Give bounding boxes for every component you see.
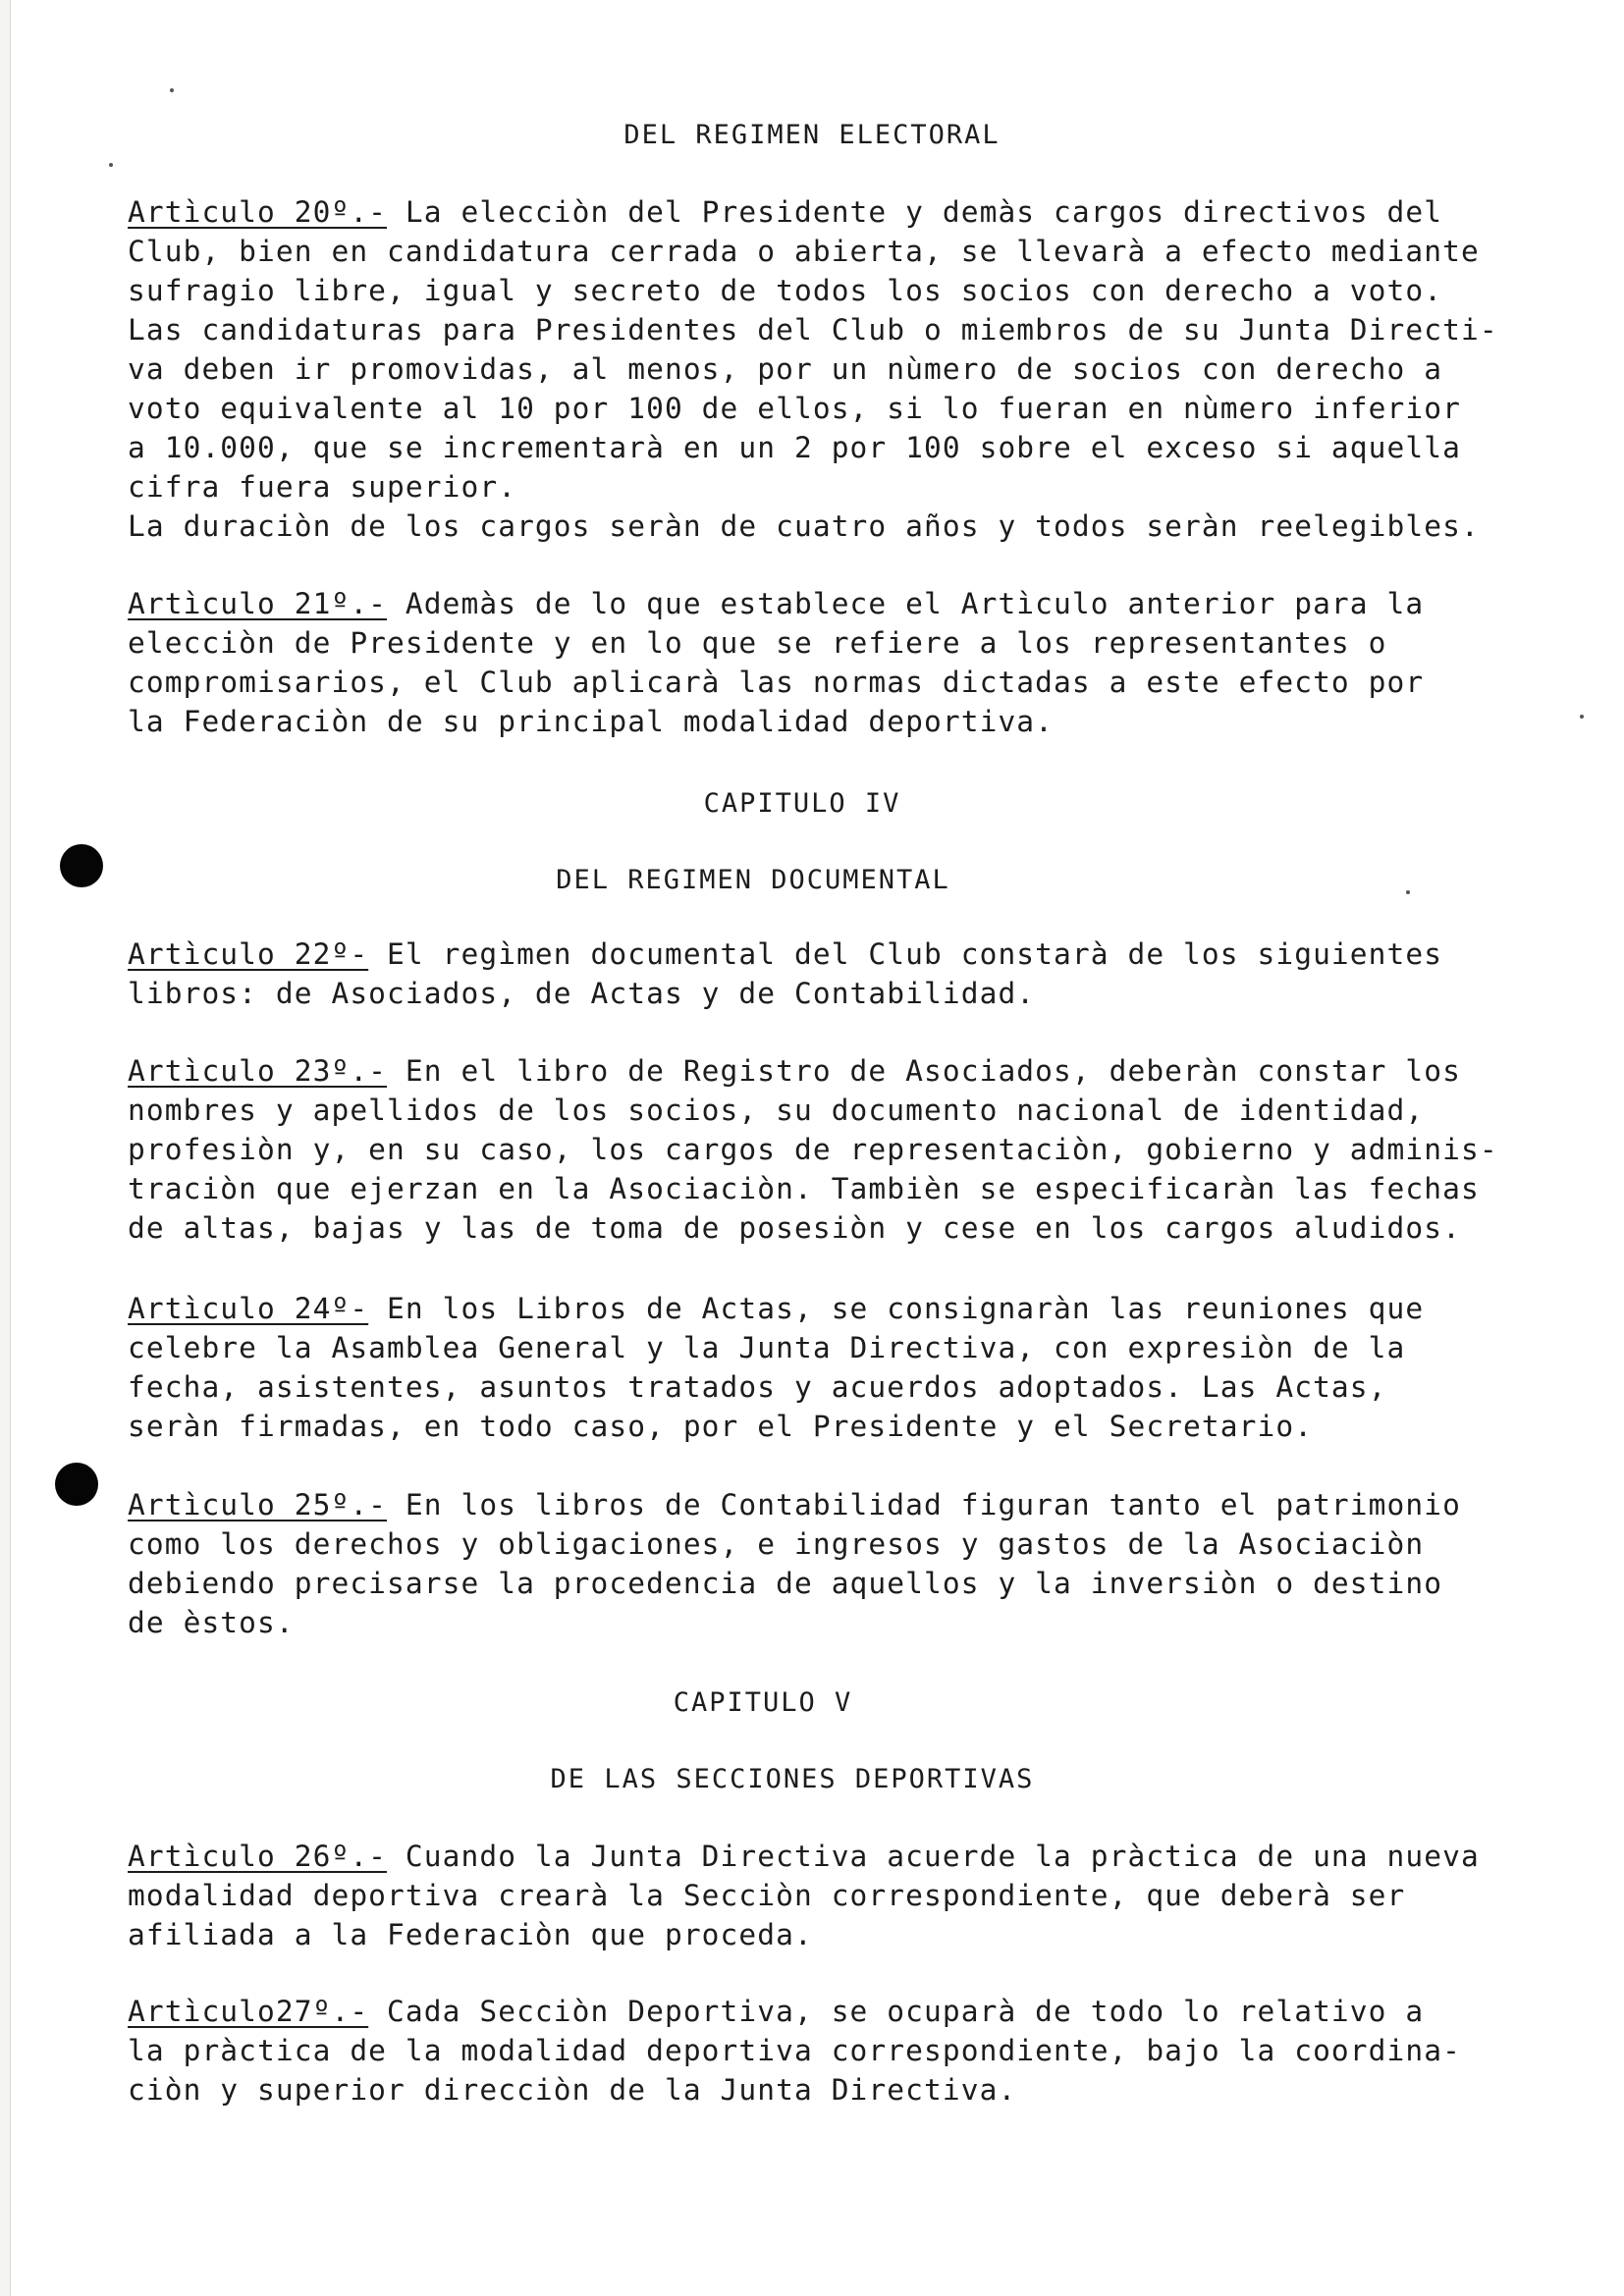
article-22 [128, 934, 1581, 1013]
punch-hole-bottom [55, 1463, 98, 1506]
section-heading-electoral: DEL REGIMEN ELECTORAL [623, 120, 1001, 150]
article-label: Artìculo 26º.- [128, 1840, 388, 1873]
article-24 [128, 1289, 1581, 1446]
section-heading-documental: DEL REGIMEN DOCUMENTAL [556, 865, 950, 895]
article-body: Cada Secciòn Deportiva, se ocuparà de todo lo relativo a la pràctica de la modalidad deportiva correspondiente, bajo la coordina- ciòn y superior direcciòn de la Junta Directiva. [128, 1995, 1461, 2107]
article-body: El regìmen documental del Club constarà de los siguientes libros: de Asociados, de Actas y de Contabilidad. [128, 937, 1443, 1010]
article-27 [128, 1992, 1581, 2109]
article-26 [128, 1837, 1581, 1954]
article-label: Artìculo 22º- [128, 937, 369, 971]
scan-speck [170, 88, 174, 92]
article-label: Artìculo27º.- [128, 1995, 369, 2028]
article-body: Ademàs de lo que establece el Artìculo anterior para la elecciòn de Presidente y en lo que se refiere a los representantes o compromisarios, el Club aplicarà las normas dictadas a este efecto por la Federaciòn de su principal modalidad deportiva. [128, 587, 1425, 738]
article-body: La elecciòn del Presidente y demàs cargos directivos del Club, bien en candidatura cerrada o abierta, se llevarà a efecto mediante sufragio libre, igual y secreto de todos los socios con derecho a voto. Las candidaturas para Presidentes del Club o miembros de su Junta Directi- va deben ir promovidas, al menos, por un nùmero de socios con derecho a voto equivalente al 10 por 100 de ellos, si lo fueran en nùmero inferior a 10.000, que se incrementarà en un 2 por 100 sobre el exceso si aquella cifra fuera superior. La duraciòn de los cargos seràn de cuatro años y todos seràn reelegibles. [128, 195, 1498, 543]
article-21 [128, 584, 1581, 741]
article-label: Artìculo 21º.- [128, 587, 388, 620]
article-body: En el libro de Registro de Asociados, deberàn constar los nombres y apellidos de los socios, su documento nacional de identidad, profesiòn y, en su caso, los cargos de representaciòn, gobierno y adminis- traciòn que ejerzan en la Asociaciòn. Tambièn se especificaràn las fechas de altas, bajas y las de toma de posesiòn y cese en los cargos aludidos. [128, 1054, 1498, 1245]
chapter-title-iv: CAPITULO IV [703, 788, 901, 819]
section-heading-secciones: DE LAS SECCIONES DEPORTIVAS [550, 1764, 1035, 1794]
article-label: Artìculo 25º.- [128, 1488, 388, 1522]
article-body: En los libros de Contabilidad figuran tanto el patrimonio como los derechos y obligaciones, e ingresos y gastos de la Asociaciòn debiendo precisarse la procedencia de aquellos y la inversiòn o destino de èstos. [128, 1488, 1461, 1639]
article-25 [128, 1485, 1581, 1642]
article-label: Artìculo 20º.- [128, 195, 388, 229]
scan-speck [109, 163, 113, 167]
article-body: Cuando la Junta Directiva acuerde la pràctica de una nueva modalidad deportiva crearà la Secciòn correspondiente, que deberà ser afiliada a la Federaciòn que proceda. [128, 1840, 1480, 1951]
article-body: En los Libros de Actas, se consignaràn las reuniones que celebre la Asamblea General y la Junta Directiva, con expresiòn de la fecha, asistentes, asuntos tratados y acuerdos adoptados. Las Actas, seràn firmadas, en todo caso, por el Presidente y el Secretario. [128, 1292, 1425, 1443]
article-label: Artìculo 23º.- [128, 1054, 388, 1088]
article-20 [128, 192, 1581, 546]
article-label: Artìculo 24º- [128, 1292, 369, 1325]
chapter-title-v: CAPITULO V [673, 1687, 853, 1718]
article-23 [128, 1051, 1581, 1248]
